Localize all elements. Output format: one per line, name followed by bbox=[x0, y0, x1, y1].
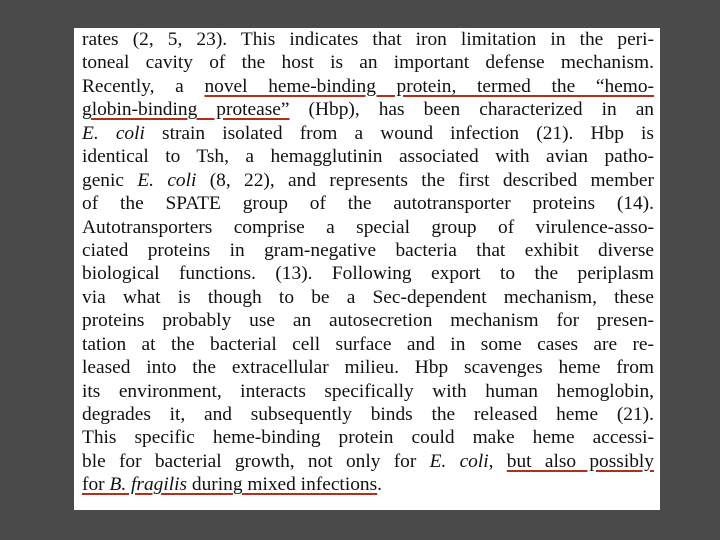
underlined-text: globin-binding protease” bbox=[82, 99, 290, 121]
text-line bbox=[82, 239, 654, 262]
text-line bbox=[82, 75, 654, 98]
text-segment: rates (2, 5, 23). This indicates that iron limitation in the peri- bbox=[82, 29, 654, 50]
body-paragraph bbox=[82, 28, 654, 497]
text-segment: of the SPATE group of the autotransporter proteins (14). bbox=[82, 193, 654, 215]
italic-text: E. coli bbox=[137, 169, 197, 191]
text-line bbox=[82, 51, 654, 74]
text-segment: (Hbp), has been characterized in an bbox=[289, 99, 655, 121]
text-line bbox=[82, 216, 654, 239]
text-line bbox=[82, 403, 654, 426]
text-line bbox=[82, 145, 654, 168]
text-segment: biological functions. (13). Following export to the periplasm bbox=[82, 263, 654, 285]
text-line bbox=[82, 262, 654, 285]
text-line bbox=[82, 380, 654, 403]
underlined-text: for bbox=[82, 474, 110, 496]
text-segment: (8, 22), and represents the first described member bbox=[196, 169, 654, 191]
text-line bbox=[82, 309, 654, 332]
text-segment: its environment, interacts specifically with human hemoglobin, bbox=[82, 380, 654, 402]
text-segment: strain isolated from a wound infection (21). Hbp is bbox=[144, 122, 654, 144]
text-line bbox=[82, 122, 654, 145]
text-line bbox=[82, 98, 654, 121]
text-segment: This specific heme-binding protein could make heme accessi- bbox=[82, 427, 654, 449]
document-page bbox=[74, 28, 660, 510]
text-line bbox=[82, 426, 654, 449]
text-segment: toneal cavity of the host is an important defense mechanism. bbox=[82, 52, 654, 74]
underlined-text: B. fragilis bbox=[109, 474, 188, 496]
text-line bbox=[82, 286, 654, 309]
underlined-text: but also possibly bbox=[506, 450, 654, 472]
text-segment: tation at the bacterial cell surface and in some cases are re- bbox=[82, 333, 654, 355]
italic-text: E. coli bbox=[82, 122, 145, 144]
underlined-text: novel heme-binding protein, termed the “hemo- bbox=[204, 75, 654, 97]
text-line bbox=[82, 356, 654, 379]
text-line bbox=[82, 473, 654, 496]
italic-text: E. coli bbox=[429, 450, 489, 472]
text-line bbox=[82, 169, 654, 192]
text-segment: Autotransporters comprise a special group of virulence-asso- bbox=[82, 216, 654, 238]
text-segment: identical to Tsh, a hemagglutinin associated with avian patho- bbox=[82, 146, 654, 168]
text-line bbox=[82, 333, 654, 356]
underlined-text: during mixed infections bbox=[187, 474, 378, 496]
text-segment: ciated proteins in gram-negative bacteria that exhibit diverse bbox=[82, 239, 654, 261]
text-segment: via what is though to be a Sec-dependent mechanism, these bbox=[82, 286, 654, 308]
text-segment: leased into the extracellular milieu. Hbp scavenges heme from bbox=[82, 357, 654, 379]
text-segment: Recently, a bbox=[82, 75, 205, 97]
text-segment: ble for bacterial growth, not only for bbox=[82, 450, 430, 472]
text-segment: degrades it, and subsequently binds the released heme (21). bbox=[82, 404, 654, 425]
text-line bbox=[82, 450, 654, 473]
text-segment: proteins probably use an autosecretion mechanism for presen- bbox=[82, 310, 654, 332]
text-line bbox=[82, 192, 654, 215]
text-segment: genic bbox=[82, 169, 138, 191]
text-line bbox=[82, 28, 654, 51]
text-segment: , bbox=[488, 450, 507, 472]
text-segment: . bbox=[377, 474, 383, 496]
